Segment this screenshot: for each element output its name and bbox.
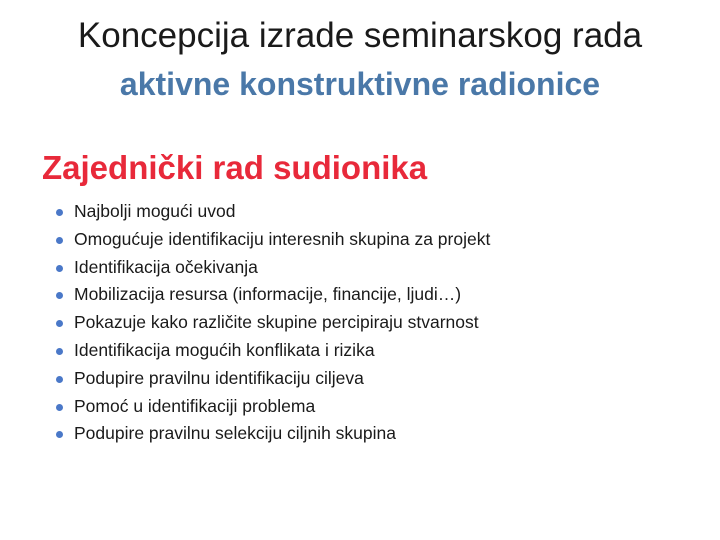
bullet-item xyxy=(54,393,490,421)
content-heading: Zajednički rad sudionika xyxy=(42,149,428,186)
bullet-text: Pomoć u identifikaciji problema xyxy=(74,395,316,416)
bullet-icon xyxy=(56,209,63,216)
bullet-text: Pokazuje kako različite skupine percipiraju stvarnost xyxy=(74,312,479,333)
slide-title: Koncepcija izrade seminarskog rada xyxy=(77,16,643,55)
bullet-text: Omogućuje identifikaciju interesnih skupina za projekt xyxy=(74,228,491,249)
bullet-icon xyxy=(56,265,63,272)
bullet-text: Podupire pravilnu selekciju ciljnih skupina xyxy=(74,423,396,444)
bullet-text: Mobilizacija resursa (informacije, financije, ljudi…) xyxy=(74,284,462,305)
bullet-item xyxy=(54,281,490,309)
bullet-item xyxy=(54,254,490,282)
bullet-icon xyxy=(56,404,63,411)
bullet-text: Identifikacija mogućih konflikata i rizika xyxy=(74,339,375,360)
bullet-icon xyxy=(56,431,63,438)
bullet-icon xyxy=(56,237,63,244)
bullet-text: Identifikacija očekivanja xyxy=(74,256,258,277)
bullet-icon xyxy=(56,376,63,383)
bullet-list xyxy=(54,198,490,448)
bullet-text: Podupire pravilnu identifikaciju ciljeva xyxy=(74,367,364,388)
bullet-icon xyxy=(56,292,63,299)
bullet-icon xyxy=(56,320,63,327)
bullet-icon xyxy=(56,348,63,355)
bullet-item xyxy=(54,309,490,337)
bullet-item xyxy=(54,337,490,365)
slide-subtitle: aktivne konstruktivne radionice xyxy=(119,66,601,102)
bullet-item xyxy=(54,226,490,254)
bullet-item xyxy=(54,198,490,226)
bullet-item xyxy=(54,420,490,448)
bullet-item xyxy=(54,365,490,393)
bullet-text: Najbolji mogući uvod xyxy=(74,201,236,221)
